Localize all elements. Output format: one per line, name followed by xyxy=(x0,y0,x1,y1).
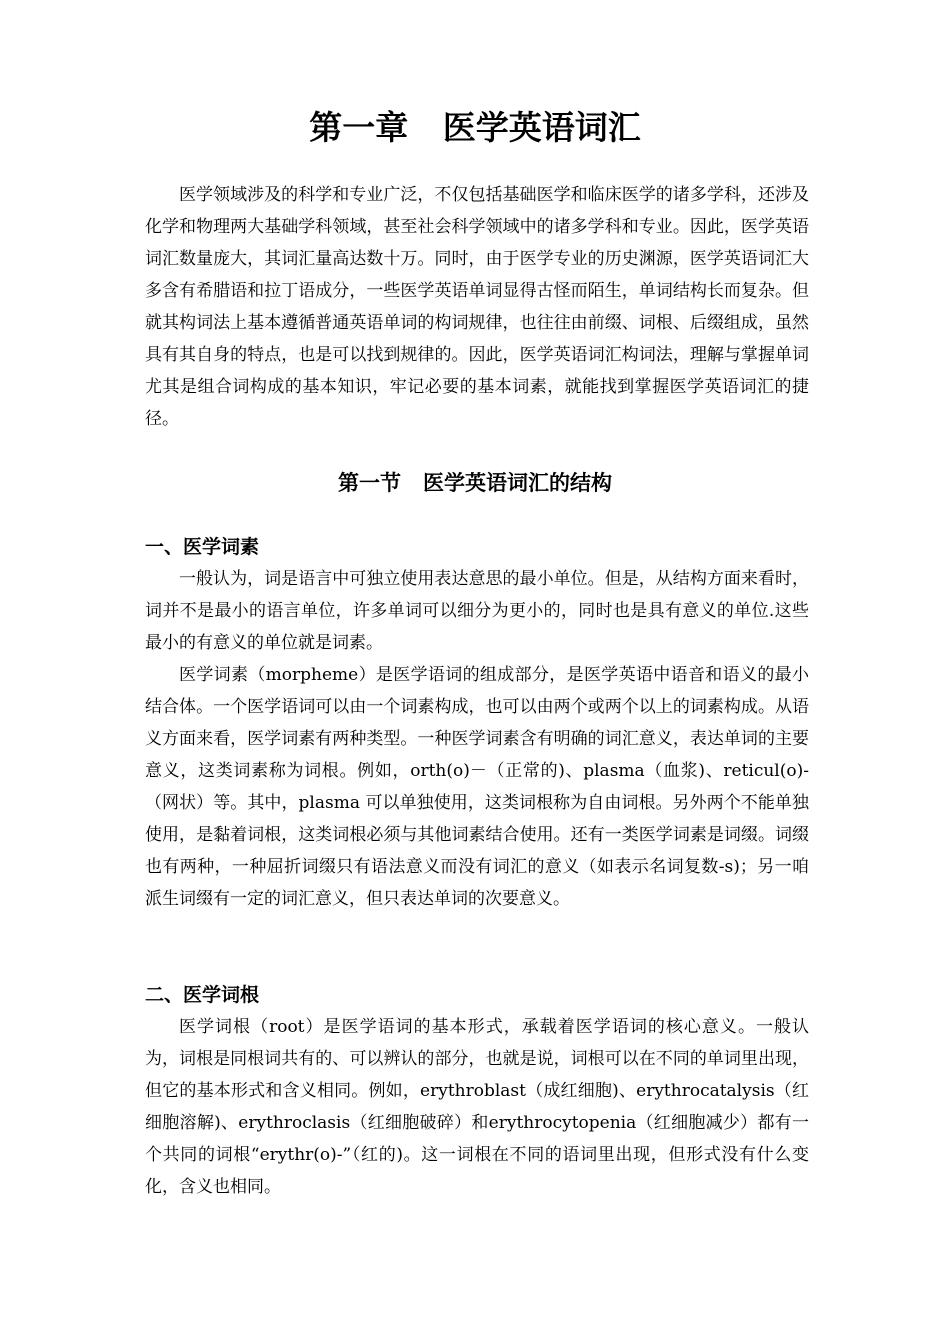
morpheme-block xyxy=(145,563,809,915)
section-title: 第一节 医学英语词汇的结构 xyxy=(338,470,612,495)
chapter-title: 第一章 医学英语词汇 xyxy=(309,108,641,147)
intro-block xyxy=(145,179,809,435)
morpheme-paragraph-2: 医学词素（morpheme）是医学语词的组成部分，是医学英语中语音和语义的最小结合体。一个医学语词可以由一个词素构成，也可以由两个或两个以上的词素构成。从语义方面来看，医学词素有两种类型。一种医学词素含有明确的词汇意义，表达单词的主要意义，这类词素称为词根。例如，orth(o)－（正常的)、plasma（血浆)、reticul(o)-（网状）等。其中，plasma 可以单独使用，这类词根称为自由词根。另外两个不能单独使用，是黏着词根，这类词根必须与其他词素结合使用。还有一类医学词素是词缀。词缀也有两种，一种屈折词缀只有语法意义而没有词汇的意义（如表示名词复数-s)；另一咱派生词缀有一定的词汇意义，但只表达单词的次要意义。 xyxy=(145,665,809,909)
intro-paragraph: 医学领域涉及的科学和专业广泛，不仅包括基础医学和临床医学的诸多学科，还涉及化学和物理两大基础学科领域，甚至社会科学领域中的诸多学科和专业。因此，医学英语词汇数量庞大，其词汇量高达数十万。同时，由于医学专业的历史渊源，医学英语词汇大多含有希腊语和拉丁语成分，一些医学英语单词显得古怪而陌生，单词结构长而复杂。但就其构词法上基本遵循普通英语单词的构词规律，也往往由前缀、词根、后缀组成，虽然具有其自身的特点，也是可以找到规律的。因此，医学英语词汇构词法，理解与掌握单词尤其是组合词构成的基本知识，牢记必要的基本词素，就能找到掌握医学英语词汇的捷径。 xyxy=(145,185,809,429)
morpheme-paragraph-1: 一般认为，词是语言中可独立使用表达意思的最小单位。但是，从结构方面来看时，词并不是最小的语言单位，许多单词可以细分为更小的，同时也是具有意义的单位.这些最小的有意义的单位就是词素。 xyxy=(145,569,809,653)
heading-morpheme: 一、医学词素 xyxy=(145,536,260,558)
heading-root: 二、医学词根 xyxy=(145,984,260,1006)
root-block xyxy=(145,1011,809,1203)
root-paragraph-1: 医学词根（root）是医学语词的基本形式，承载着医学语词的核心意义。一般认为，词根是同根词共有的、可以辨认的部分，也就是说，词根可以在不同的单词里出现，但它的基本形式和含义相同。例如，erythroblast（成红细胞)、erythrocatalysis（红细胞溶解)、erythroclasis（红细胞破碎）和erythrocytopenia（红细胞减少）都有一个共同的词根“erythr(o)-”（红的)。这一词根在不同的语词里出现，但形式没有什么变化，含义也相同。 xyxy=(145,1017,809,1197)
